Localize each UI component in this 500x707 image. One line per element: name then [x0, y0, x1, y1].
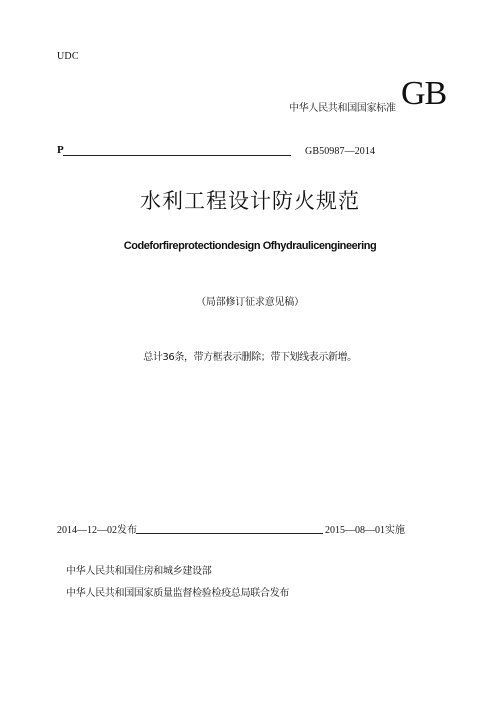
classification-code: P	[57, 144, 64, 156]
gb-mark: GB	[401, 75, 447, 112]
udc-label: UDC	[57, 51, 79, 62]
issuer-ministry: 中华人民共和国住房和城乡建设部	[66, 566, 212, 577]
english-title: Codeforfireprotectiondesign Ofhydraulicengineering	[123, 240, 377, 252]
top-divider	[63, 155, 291, 156]
chinese-title: 水利工程设计防火规范	[140, 189, 360, 213]
issue-date: 2014—12—02发布	[57, 525, 137, 536]
standard-number: GB50987—2014	[305, 146, 376, 157]
national-standard-label: 中华人民共和国国家标准	[289, 103, 396, 114]
issuer-aqsiq-joint: 中华人民共和国国家质量监督检验检疫总局联合发布	[66, 588, 290, 599]
implementation-date: 2015—08—01实施	[325, 525, 405, 536]
bottom-divider	[136, 533, 323, 534]
edit-summary-note: 总计36条，带方框表示删除；带下划线表示新增。	[143, 352, 357, 363]
draft-note: （局部修订征求意见稿）	[196, 297, 304, 308]
